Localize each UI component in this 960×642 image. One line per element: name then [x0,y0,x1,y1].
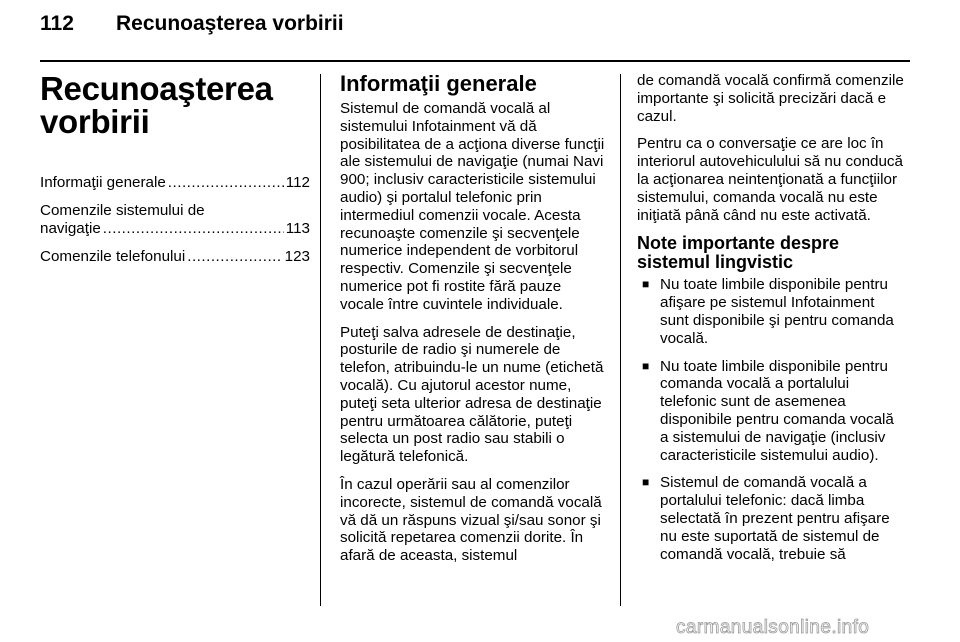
paragraph: Pentru ca o conversaţie ce are loc în interiorul autovehiculului să nu conducă la acţionarea neintenţionată a funcţiilor sistemului, comanda vocală nu este iniţiată până când nu este activată. [637,135,903,224]
toc-leader-dots [168,174,284,192]
toc-label: navigaţie [40,220,101,237]
subsection-heading-language-notes [637,234,905,272]
paragraph: În cazul operării sau al comenzilor incorecte, sistemul de comandă vocală vă dă un răspuns vizual şi/sau sonor şi solicită repetarea comenzii dorite. În afară de aceasta, sistemul [340,475,602,565]
bullet-text: Sistemul de comandă vocală a portalului telefonic: dacă limba selectată în prezent pentru afişare nu este suportată de sistemul de comandă vocală, trebuie să [660,474,890,563]
paragraph: Puteţi salva adresele de destinaţie, posturile de radio şi numerele de telefon, atribuindu-le un nume (etichetă vocală). Cu ajutorul acestor nume, puteţi seta ulterior adresa de destinaţie pentru următoarea călătorie, puteţi selecta un post radio sau stabili o legătură telefonică. [340,323,604,466]
column-3 [637,72,905,573]
toc-label: Comenzile telefonului [40,248,186,265]
toc-page: 112 [285,174,310,191]
bullet-text: Nu toate limbile disponibile pentru comanda vocală a portalului telefonic sunt de asemenea disponibile pentru comanda vocală a sistemului de navigaţie (inclusiv caracteristicile sistemului audio). [660,357,894,464]
chapter-title-line1: Recunoaşterea [40,70,273,107]
page-number: 112 [40,12,74,35]
paragraph: de comandă vocală confirmă comenzile importante şi solicită precizări dacă e cazul. [637,72,904,125]
column-1 [40,72,310,276]
toc-entry-general-info[interactable] [40,174,310,192]
subsection-heading-line1: Note importante despre [637,233,840,254]
column-2 [340,72,608,575]
column-divider-1 [320,74,321,606]
chapter-title [40,72,310,138]
bullet-square-icon: ■ [642,358,650,373]
toc-page: 113 [285,220,310,237]
toc-entry-phone-commands[interactable] [40,248,310,266]
toc-label-line1: Comenzile sistemului de [40,202,205,219]
toc-leader-dots [103,220,284,238]
bullet-text: Nu toate limbile disponibile pentru afişare pe sistemul Infotainment sunt disponibile şi pentru comanda vocală. [660,276,894,347]
paragraph: Sistemul de comandă vocală al sistemului Infotainment vă dă posibilitatea de a acţiona diverse funcţii ale sistemului de navigaţie (numai Navi 900; inclusiv caracteristicile sistemului audio) şi portalul telefonic prin intermediul comenzii vocale. Acesta recunoaşte comenzile şi secvenţele numerice independent de vorbitorul respectiv. Comenzile şi secvenţele numerice pot fi rostite fără pauze vocale între cuvintele individuale. [340,100,605,313]
section-heading-general-info: Informaţii generale [340,71,537,96]
bullet-item [637,474,905,563]
bullet-square-icon: ■ [642,277,650,292]
toc-page: 123 [284,248,310,265]
running-title: Recunoaşterea vorbirii [116,12,344,35]
page-header [40,12,920,48]
column-divider-2 [620,74,621,606]
bullet-item [637,276,905,347]
header-rule [40,60,910,62]
bullet-item [637,358,905,465]
watermark: carmanualsonline.info [676,617,870,638]
toc-label: Informaţii generale [40,174,166,191]
toc-entry-navigation-commands[interactable] [40,202,310,238]
table-of-contents [40,174,310,266]
subsection-heading-line2: sistemul lingvistic [637,252,794,273]
bullet-list [637,276,905,563]
bullet-square-icon: ■ [642,475,650,490]
toc-leader-dots [187,248,282,266]
chapter-title-line2: vorbirii [40,103,150,140]
